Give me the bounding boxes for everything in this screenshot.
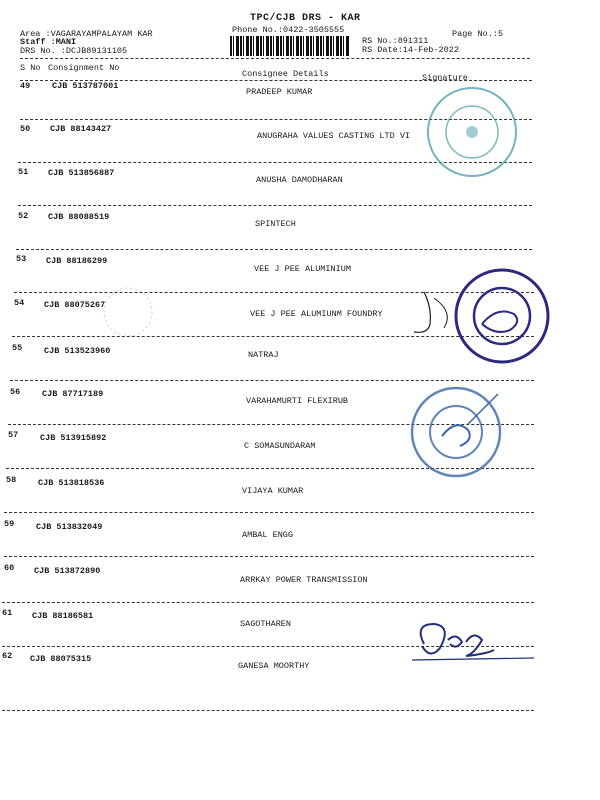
row-consignee: VEE J PEE ALUMIUNM FOUNDRY [250, 309, 383, 319]
sheet-title: TPC/CJB DRS - KAR [250, 13, 361, 24]
col-signature: Signature [422, 73, 468, 83]
row-consignee: VEE J PEE ALUMINIUM [254, 264, 351, 274]
row-consignment: CJB 88143427 [50, 124, 112, 134]
row-consignment: CJB 513818536 [38, 478, 105, 488]
signature [404, 614, 544, 670]
row-divider [16, 249, 532, 250]
row-consignee: VIJAYA KUMAR [242, 486, 304, 496]
col-consignment: Consignment No [48, 63, 120, 73]
company-stamp-anugraha [424, 84, 520, 180]
row-consignment: CJB 88088519 [48, 212, 110, 222]
row-sno: 50 [20, 124, 31, 134]
row-sno: 62 [2, 651, 13, 661]
company-stamp-round [408, 384, 504, 480]
row-consignment: CJB 513872890 [34, 566, 101, 576]
row-consignee: GANESA MOORTHY [238, 661, 310, 671]
row-sno: 59 [4, 519, 15, 529]
col-consignee: Consignee Details [242, 69, 329, 79]
row-divider [2, 602, 534, 603]
row-consignment: CJB 513523960 [44, 346, 111, 356]
row-sno: 52 [18, 211, 29, 221]
row-consignee: SPINTECH [255, 219, 296, 229]
row-consignment: CJB 513787001 [52, 81, 119, 91]
row-consignment: CJB 88186299 [46, 256, 108, 266]
row-divider [10, 380, 534, 381]
row-consignee: VARAHAMURTI FLEXIRUB [246, 396, 349, 406]
col-sno: S No [20, 63, 41, 73]
row-sno: 53 [16, 254, 27, 264]
row-sno: 60 [4, 563, 15, 573]
page-number: Page No.:5 [452, 29, 504, 39]
row-consignee: ARRKAY POWER TRANSMISSION [240, 575, 368, 585]
row-sno: 54 [14, 298, 25, 308]
row-consignee: PRADEEP KUMAR [246, 87, 313, 97]
rs-date: RS Date:14-Feb-2022 [362, 45, 459, 55]
row-consignee: SAGOTHAREN [240, 619, 292, 629]
area-label: Area :VAGARAYAMPALAYAM KAR [20, 29, 153, 39]
row-consignment: CJB 88075267 [44, 300, 106, 310]
row-sno: 49 [20, 81, 31, 91]
company-stamp-veejpee [452, 266, 552, 366]
row-sno: 61 [2, 608, 13, 618]
row-consignee: ANUSHA DAMODHARAN [256, 175, 343, 185]
row-consignee: NATRAJ [248, 350, 279, 360]
barcode [230, 36, 350, 56]
staff-label: Staff :MANI [20, 37, 77, 47]
row-divider [18, 205, 532, 206]
row-consignee: ANUGRAHA VALUES CASTING LTD VI [257, 131, 411, 141]
row-consignment: CJB 513915892 [40, 433, 107, 443]
row-divider [4, 556, 534, 557]
row-consignment: CJB 513832049 [36, 522, 103, 532]
row-consignee: C SOMASUNDARAM [244, 441, 316, 451]
row-sno: 58 [6, 475, 17, 485]
row-consignment: CJB 88075315 [30, 654, 92, 664]
row-sno: 56 [10, 387, 21, 397]
row-sno: 51 [18, 167, 29, 177]
row-sno: 57 [8, 430, 19, 440]
row-divider [4, 512, 534, 513]
row-consignment: CJB 513856887 [48, 168, 115, 178]
faint-stamp [100, 284, 156, 340]
row-consignment: CJB 88186581 [32, 611, 94, 621]
phone-number: Phone No.:0422-3505555 [232, 25, 345, 35]
header-divider [20, 58, 530, 59]
row-divider [2, 710, 534, 711]
row-consignment: CJB 87717189 [42, 389, 104, 399]
row-consignee: AMBAL ENGG [242, 530, 294, 540]
drs-number: DRS No. :DCJB89131105 [20, 46, 128, 56]
row-sno: 55 [12, 343, 23, 353]
rs-number: RS No.:891311 [362, 36, 429, 46]
signature-scribble [404, 288, 464, 338]
